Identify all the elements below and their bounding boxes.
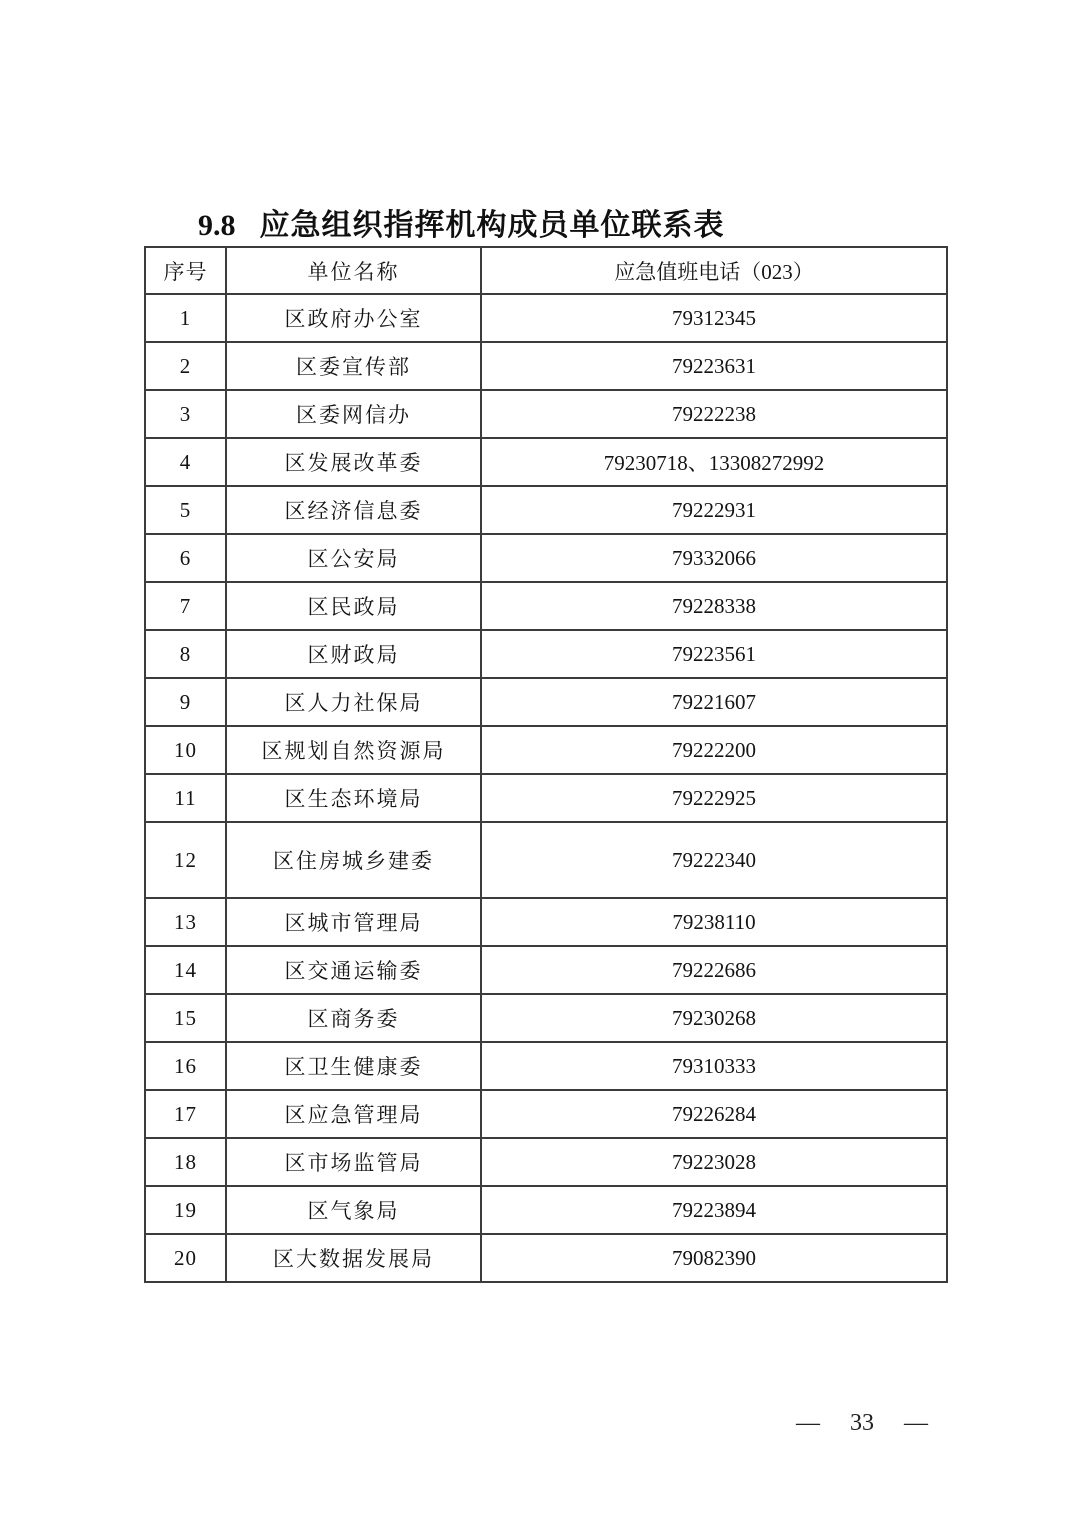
unit-name-cell: 区政府办公室	[226, 294, 481, 342]
phone-cell: 79221607	[481, 678, 947, 726]
phone-cell: 79082390	[481, 1234, 947, 1282]
table-row	[145, 342, 947, 390]
table-row	[145, 726, 947, 774]
header-cell-unit-name: 单位名称	[226, 247, 481, 294]
row-number-cell: 13	[145, 898, 226, 946]
table-row	[145, 486, 947, 534]
unit-name-cell: 区公安局	[226, 534, 481, 582]
row-number-cell: 8	[145, 630, 226, 678]
unit-name-cell: 区生态环境局	[226, 774, 481, 822]
table-row	[145, 774, 947, 822]
table-row	[145, 1090, 947, 1138]
table-row	[145, 1042, 947, 1090]
table-row	[145, 294, 947, 342]
table-row	[145, 534, 947, 582]
unit-name-cell: 区气象局	[226, 1186, 481, 1234]
phone-cell: 79230268	[481, 994, 947, 1042]
table-row	[145, 946, 947, 994]
row-number-cell: 1	[145, 294, 226, 342]
phone-cell: 79223631	[481, 342, 947, 390]
phone-cell: 79226284	[481, 1090, 947, 1138]
phone-cell: 79223894	[481, 1186, 947, 1234]
phone-cell: 79312345	[481, 294, 947, 342]
footer-dash-left: —	[796, 1410, 820, 1436]
row-number-cell: 11	[145, 774, 226, 822]
phone-cell: 79223028	[481, 1138, 947, 1186]
row-number-cell: 6	[145, 534, 226, 582]
phone-cell: 79222238	[481, 390, 947, 438]
unit-name-cell: 区委网信办	[226, 390, 481, 438]
phone-cell: 79238110	[481, 898, 947, 946]
unit-name-cell: 区财政局	[226, 630, 481, 678]
unit-name-cell: 区委宣传部	[226, 342, 481, 390]
unit-name-cell: 区规划自然资源局	[226, 726, 481, 774]
phone-cell: 79223561	[481, 630, 947, 678]
row-number-cell: 18	[145, 1138, 226, 1186]
phone-cell: 79222340	[481, 822, 947, 898]
unit-name-cell: 区卫生健康委	[226, 1042, 481, 1090]
table-row	[145, 822, 947, 898]
row-number-cell: 17	[145, 1090, 226, 1138]
row-number-cell: 14	[145, 946, 226, 994]
phone-cell: 79222200	[481, 726, 947, 774]
table-header-row	[145, 247, 947, 294]
phone-cell: 79228338	[481, 582, 947, 630]
unit-name-cell: 区城市管理局	[226, 898, 481, 946]
unit-name-cell: 区发展改革委	[226, 438, 481, 486]
row-number-cell: 12	[145, 822, 226, 898]
section-title	[198, 200, 725, 244]
phone-cell: 79222686	[481, 946, 947, 994]
table-row	[145, 1138, 947, 1186]
row-number-cell: 2	[145, 342, 226, 390]
section-number: 9.8	[198, 209, 236, 242]
phone-cell: 79222931	[481, 486, 947, 534]
unit-name-cell: 区人力社保局	[226, 678, 481, 726]
row-number-cell: 15	[145, 994, 226, 1042]
table-row	[145, 1234, 947, 1282]
unit-name-cell: 区经济信息委	[226, 486, 481, 534]
unit-name-cell: 区住房城乡建委	[226, 822, 481, 898]
header-cell-number: 序号	[145, 247, 226, 294]
section-title-text: 应急组织指挥机构成员单位联系表	[259, 209, 725, 242]
row-number-cell: 4	[145, 438, 226, 486]
row-number-cell: 20	[145, 1234, 226, 1282]
page-footer	[796, 1410, 928, 1437]
phone-cell: 79332066	[481, 534, 947, 582]
row-number-cell: 16	[145, 1042, 226, 1090]
row-number-cell: 3	[145, 390, 226, 438]
row-number-cell: 19	[145, 1186, 226, 1234]
phone-cell: 79222925	[481, 774, 947, 822]
row-number-cell: 10	[145, 726, 226, 774]
unit-name-cell: 区交通运输委	[226, 946, 481, 994]
unit-name-cell: 区民政局	[226, 582, 481, 630]
table-row	[145, 898, 947, 946]
phone-cell: 79310333	[481, 1042, 947, 1090]
header-cell-phone: 应急值班电话（023）	[481, 247, 947, 294]
table-row	[145, 678, 947, 726]
table-row	[145, 1186, 947, 1234]
unit-name-cell: 区大数据发展局	[226, 1234, 481, 1282]
row-number-cell: 5	[145, 486, 226, 534]
unit-name-cell: 区商务委	[226, 994, 481, 1042]
table-row	[145, 994, 947, 1042]
table-row	[145, 390, 947, 438]
table-row	[145, 438, 947, 486]
contact-table	[144, 246, 948, 1283]
unit-name-cell: 区应急管理局	[226, 1090, 481, 1138]
footer-dash-right: —	[904, 1410, 928, 1436]
row-number-cell: 7	[145, 582, 226, 630]
table-row	[145, 582, 947, 630]
row-number-cell: 9	[145, 678, 226, 726]
unit-name-cell: 区市场监管局	[226, 1138, 481, 1186]
page-number: 33	[850, 1410, 874, 1436]
table-row	[145, 630, 947, 678]
phone-cell: 79230718、13308272992	[481, 438, 947, 486]
